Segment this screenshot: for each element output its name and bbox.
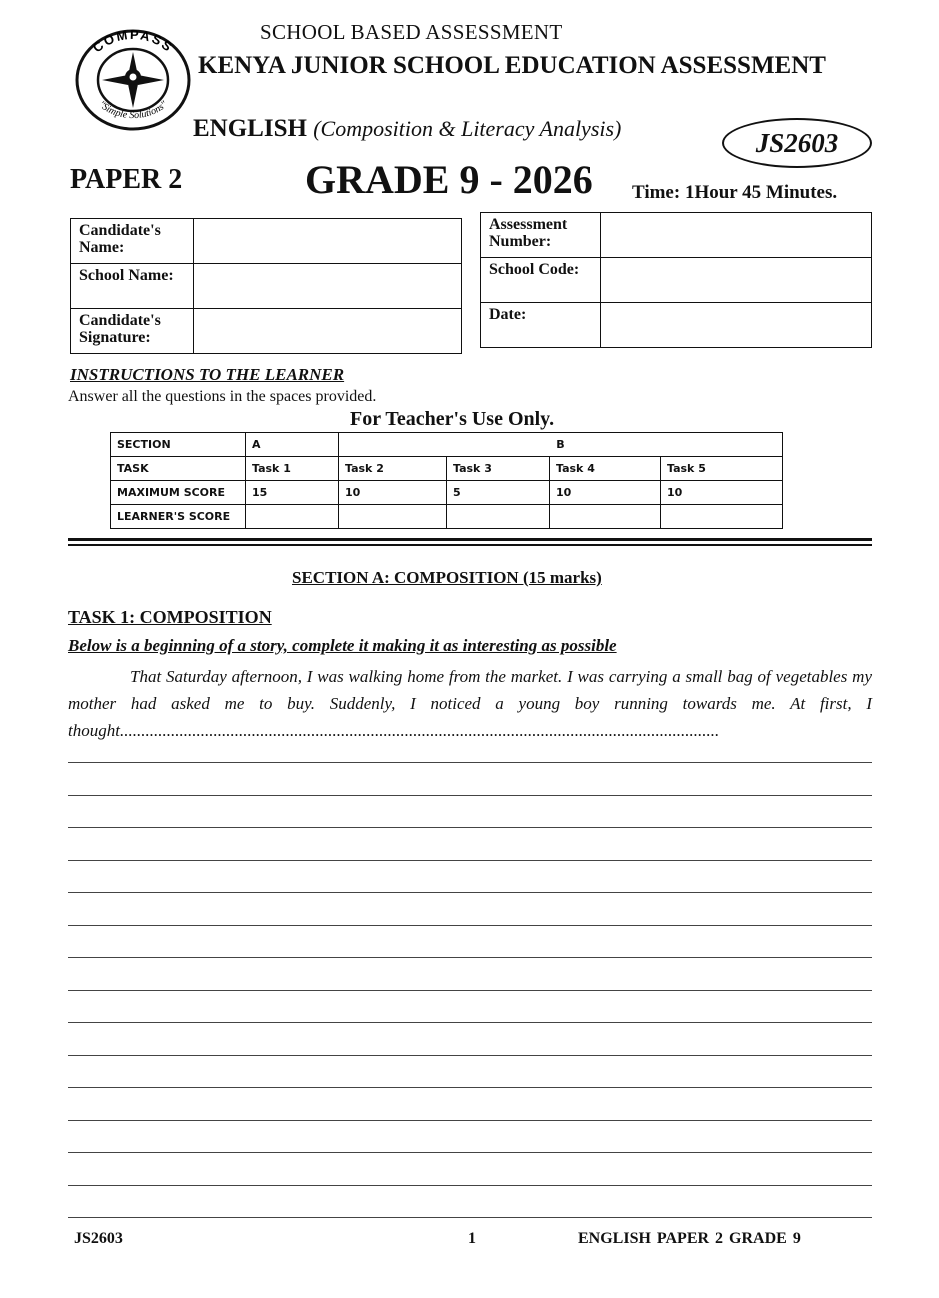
story-text: That Saturday afternoon, I was walking home from the market. I was carrying a small bag of vegetables my mother had asked me to buy. Suddenly, I noticed a young boy running towards me. At first, I thought <box>68 667 872 740</box>
learner-score-cell[interactable] <box>661 505 783 529</box>
task-header-cell: Task 3 <box>447 457 550 481</box>
date-label: Date: <box>481 303 601 348</box>
section-a-cell: A <box>246 433 339 457</box>
teacher-use-heading: For Teacher's Use Only. <box>350 408 555 430</box>
paper-label: PAPER 2 <box>70 164 183 195</box>
task-header-cell: Task 4 <box>550 457 661 481</box>
paper-code-oval: JS2603 <box>722 118 872 168</box>
story-beginning <box>68 663 872 744</box>
divider-thick <box>68 538 872 541</box>
score-row-label: MAXIMUM SCORE <box>111 481 246 505</box>
learner-score-cell[interactable] <box>550 505 661 529</box>
writing-line[interactable] <box>68 991 872 1024</box>
writing-line[interactable] <box>68 893 872 926</box>
writing-line[interactable] <box>68 796 872 829</box>
writing-line[interactable] <box>68 958 872 991</box>
candidate-signature-field[interactable] <box>194 309 462 354</box>
score-row-label: TASK <box>111 457 246 481</box>
max-score-cell: 5 <box>447 481 550 505</box>
task-header-cell: Task 2 <box>339 457 447 481</box>
footer-code: JS2603 <box>74 1230 123 1247</box>
footer-page-number: 1 <box>468 1230 476 1247</box>
learner-score-cell[interactable] <box>246 505 339 529</box>
writing-line[interactable] <box>68 1023 872 1056</box>
grade-title: GRADE 9 - 2026 <box>305 157 593 202</box>
writing-lines[interactable] <box>68 762 872 1218</box>
school-code-label: School Code: <box>481 258 601 303</box>
writing-line[interactable] <box>68 1121 872 1154</box>
candidate-name-label: Candidate's Name: <box>71 219 194 264</box>
school-name-field[interactable] <box>194 264 462 309</box>
writing-line[interactable] <box>68 1153 872 1186</box>
compass-logo <box>74 28 192 132</box>
subject-title <box>193 115 621 143</box>
date-field[interactable] <box>601 303 872 348</box>
writing-line[interactable] <box>68 1056 872 1089</box>
candidate-signature-label: Candidate's Signature: <box>71 309 194 354</box>
assessment-number-field[interactable] <box>601 213 872 258</box>
footer-paper-grade: ENGLISH PAPER 2 GRADE 9 <box>578 1230 801 1247</box>
task-header-cell: Task 5 <box>661 457 783 481</box>
max-score-cell: 10 <box>339 481 447 505</box>
divider-thin <box>68 544 872 546</box>
candidate-info-table <box>70 218 462 354</box>
score-row-label: LEARNER'S SCORE <box>111 505 246 529</box>
writing-line[interactable] <box>68 828 872 861</box>
writing-line[interactable] <box>68 1088 872 1121</box>
writing-line[interactable] <box>68 926 872 959</box>
school-code-field[interactable] <box>601 258 872 303</box>
task-1-heading: TASK 1: COMPOSITION <box>68 607 272 627</box>
time-allowed: Time: 1Hour 45 Minutes. <box>632 182 838 203</box>
learner-score-cell[interactable] <box>447 505 550 529</box>
max-score-cell: 10 <box>550 481 661 505</box>
task-header-cell: Task 1 <box>246 457 339 481</box>
candidate-name-field[interactable] <box>194 219 462 264</box>
section-b-cell: B <box>339 433 783 457</box>
assessment-type: SCHOOL BASED ASSESSMENT <box>260 20 563 44</box>
story-dots: ............................................................................................................................................. <box>119 721 720 740</box>
writing-line[interactable] <box>68 861 872 894</box>
subject-subtitle: (Composition & Literacy Analysis) <box>313 116 622 141</box>
score-table <box>110 432 783 529</box>
writing-line[interactable] <box>68 1186 872 1219</box>
svg-text:COMPASS <box>90 28 177 55</box>
assessment-info-table <box>480 212 872 348</box>
logo-text-top: COMPASS <box>89 28 177 56</box>
task-1-instruction: Below is a beginning of a story, complete it making it as interesting as possible <box>68 636 617 655</box>
subject-name: ENGLISH <box>193 115 307 142</box>
instructions-text: Answer all the questions in the spaces provided. <box>68 388 377 405</box>
assessment-number-label: Assessment Number: <box>481 213 601 258</box>
max-score-cell: 10 <box>661 481 783 505</box>
instructions-heading: INSTRUCTIONS TO THE LEARNER <box>70 365 345 384</box>
score-row-label: SECTION <box>111 433 246 457</box>
writing-line[interactable] <box>68 763 872 796</box>
learner-score-cell[interactable] <box>339 505 447 529</box>
max-score-cell: 15 <box>246 481 339 505</box>
section-a-heading: SECTION A: COMPOSITION (15 marks) <box>292 568 602 587</box>
school-name-label: School Name: <box>71 264 194 309</box>
exam-body-title: KENYA JUNIOR SCHOOL EDUCATION ASSESSMENT <box>198 52 826 79</box>
logo-text-bottom: "Simple Solutions" <box>96 99 170 122</box>
